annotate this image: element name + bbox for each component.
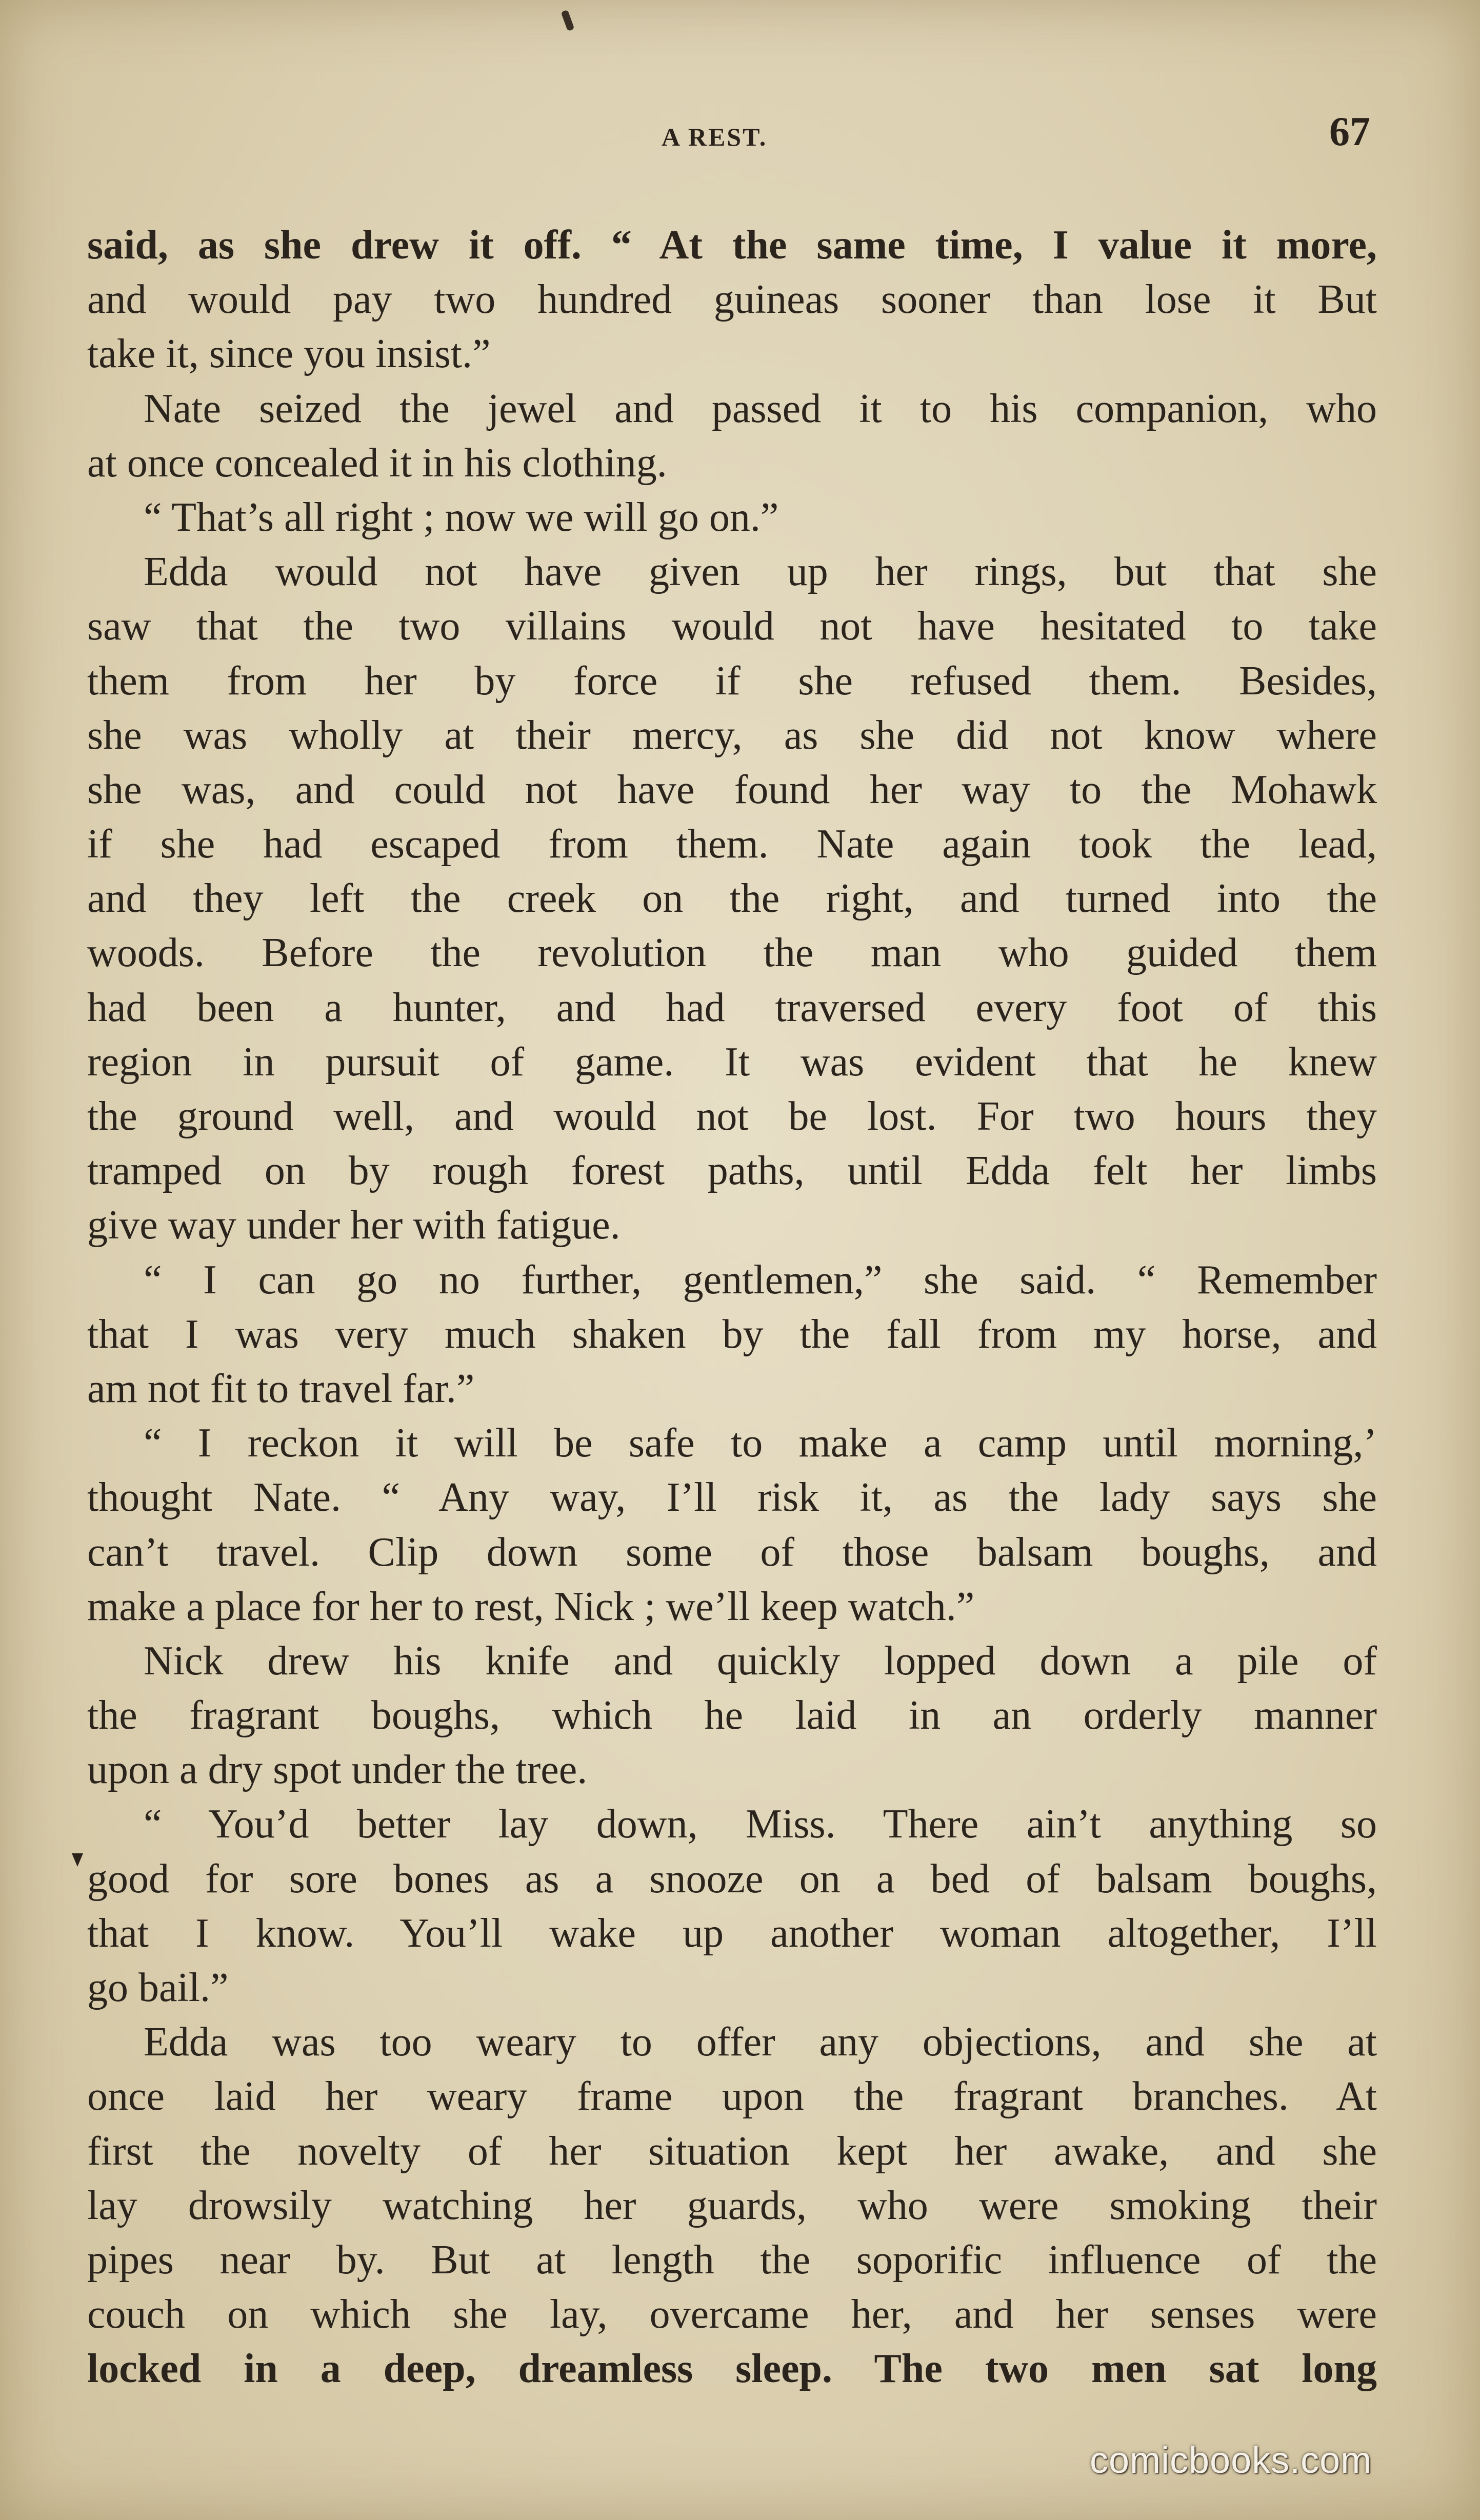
ink-fleck — [561, 10, 575, 31]
text-line: the fragrant boughs, which he laid in an orderly manner — [87, 1693, 1377, 1738]
text-line: “ That’s all right ; now we will go on.” — [144, 494, 779, 540]
text-line: am not fit to travel far.” — [87, 1366, 475, 1411]
text-line: saw that the two villains would not have hesitated to take — [87, 604, 1377, 649]
text-line: lay drowsily watching her guards, who were smoking their — [87, 2183, 1377, 2228]
text-line: Nick drew his knife and quickly lopped down a pile of — [144, 1638, 1377, 1684]
text-line: upon a dry spot under the tree. — [87, 1747, 588, 1793]
text-line: Edda was too weary to offer any objections, and she at — [144, 2019, 1377, 2065]
text-line: she was, and could not have found her way to the Mohawk — [87, 767, 1377, 812]
text-line: “ You’d better lay down, Miss. There ain’t anything so — [144, 1802, 1377, 1847]
text-line: that I was very much shaken by the fall from my horse, and — [87, 1311, 1377, 1357]
text-line: and would pay two hundred guineas sooner than lose it But — [87, 277, 1377, 323]
text-line: can’t travel. Clip down some of those balsam boughs, and — [87, 1529, 1377, 1575]
page-number: 67 — [1329, 109, 1370, 154]
text-line: thought Nate. “ Any way, I’ll risk it, as the lady says she — [87, 1475, 1377, 1521]
text-line: give way under her with fatigue. — [87, 1203, 621, 1248]
text-line: couch on which she lay, overcame her, and her senses were — [87, 2292, 1377, 2337]
text-line: tramped on by rough forest paths, until Edda felt her limbs — [87, 1148, 1377, 1194]
text-line: that I know. You’ll wake up another woman altogether, I’ll — [87, 1910, 1377, 1956]
text-line: she was wholly at their mercy, as she did not know where — [87, 712, 1377, 758]
text-line: at once concealed it in his clothing. — [87, 440, 667, 486]
running-title: A REST. — [662, 123, 768, 151]
text-line: the ground well, and would not be lost. For two hours they — [87, 1094, 1377, 1139]
text-line: woods. Before the revolution the man who guided them — [87, 930, 1377, 976]
text-line: go bail.” — [87, 1965, 229, 2010]
text-line: locked in a deep, dreamless sleep. The two men sat long — [87, 2346, 1377, 2392]
text-line: once laid her weary frame upon the fragrant branches. At — [87, 2074, 1377, 2119]
watermark: comicbooks.com — [1090, 2440, 1372, 2481]
body-text — [87, 218, 1377, 2396]
text-line: first the novelty of her situation kept her awake, and she — [87, 2128, 1377, 2174]
text-line: and they left the creek on the right, and turned into the — [87, 876, 1377, 922]
margin-mark — [72, 1853, 83, 1867]
text-line: take it, since you insist.” — [87, 331, 491, 377]
text-line: good for sore bones as a snooze on a bed of balsam boughs, — [87, 1856, 1377, 1902]
text-line: region in pursuit of game. It was evident that he knew — [87, 1039, 1377, 1085]
text-line: Nate seized the jewel and passed it to his companion, who — [144, 386, 1377, 431]
text-line: make a place for her to rest, Nick ; we’ll keep watch.” — [87, 1584, 975, 1629]
text-line: Edda would not have given up her rings, but that she — [144, 549, 1377, 595]
text-line: pipes near by. But at length the soporific influence of the — [87, 2237, 1377, 2283]
text-line: if she had escaped from them. Nate again took the lead, — [87, 822, 1377, 867]
text-line: said, as she drew it off. “ At the same time, I value it more, — [87, 223, 1377, 268]
text-line: had been a hunter, and had traversed every foot of this — [87, 985, 1377, 1030]
text-line: “ I reckon it will be safe to make a camp until morning,’ — [144, 1421, 1377, 1466]
text-line: “ I can go no further, gentlemen,” she said. “ Remember — [144, 1257, 1377, 1303]
text-line: them from her by force if she refused them. Besides, — [87, 658, 1377, 704]
